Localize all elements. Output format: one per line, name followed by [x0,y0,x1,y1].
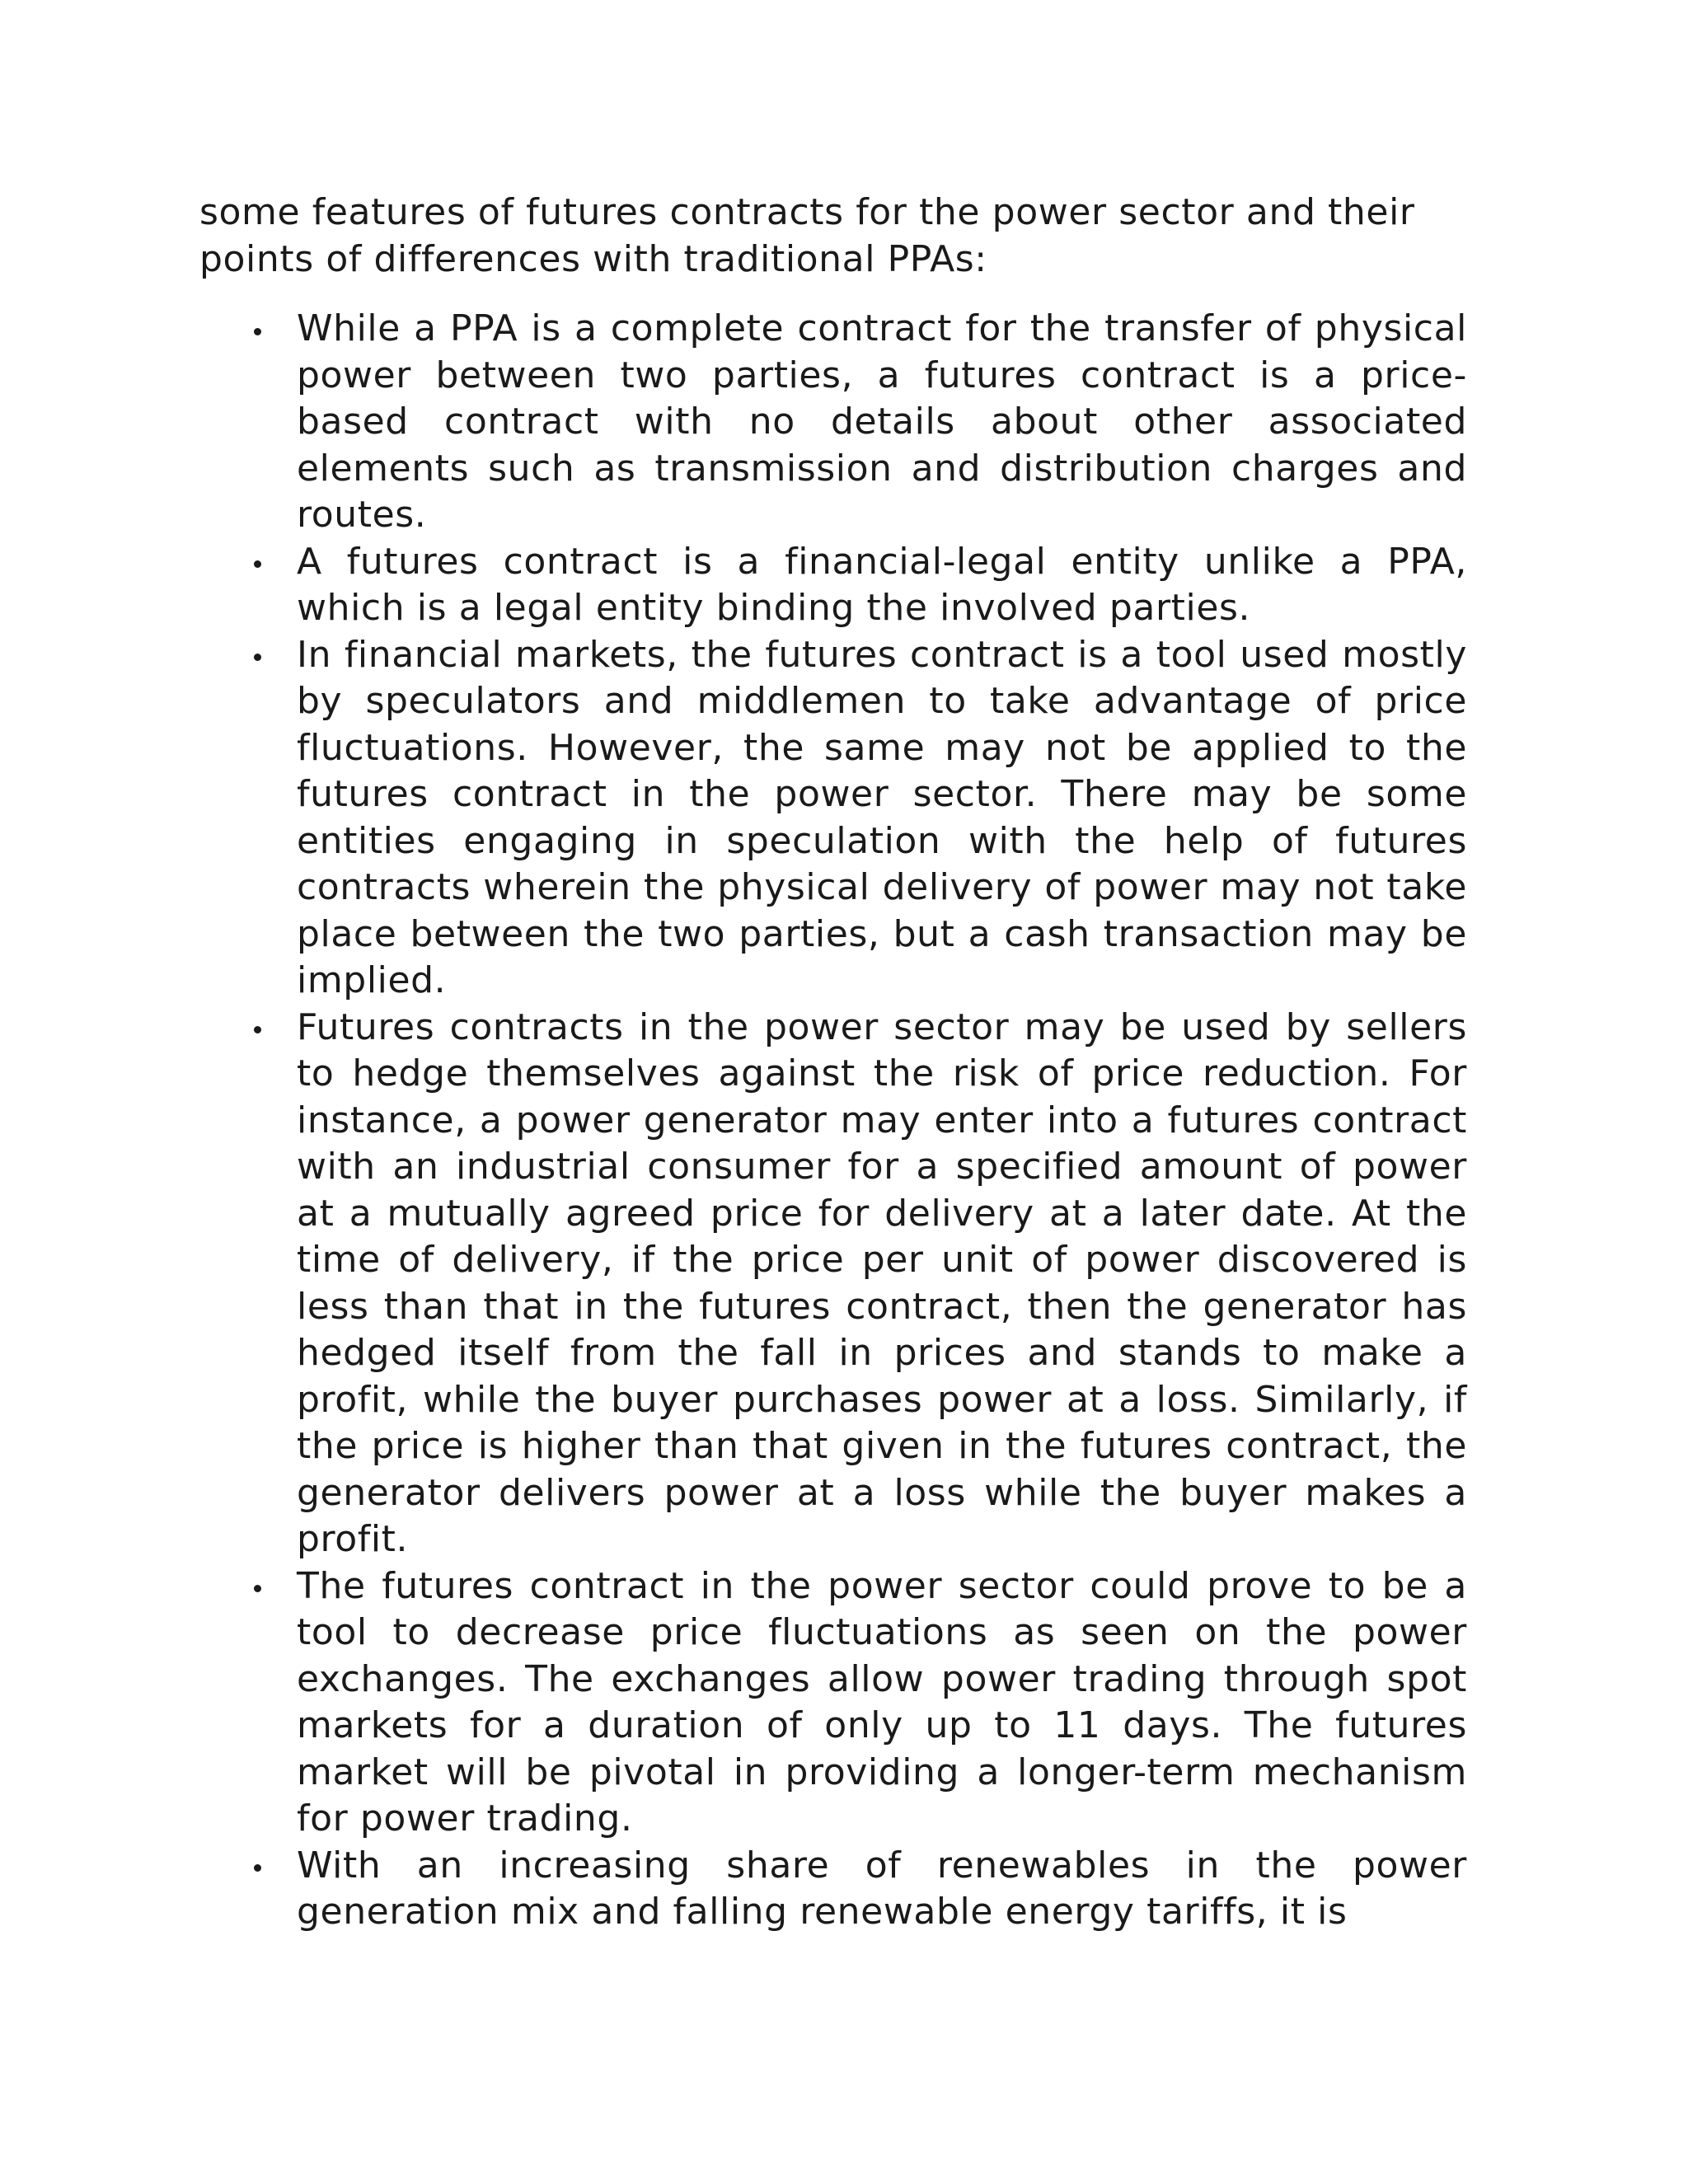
bullet-item [199,1005,1467,1563]
bullet-item [199,1563,1467,1843]
bullet-icon [249,632,265,679]
bullet-list [199,306,1467,1936]
bullet-text: A futures contract is a financial-legal entity unlike a PPA, which is a legal entity binding the involved parties. [297,540,1467,629]
bullet-item [199,632,1467,1005]
bullet-item [199,539,1467,632]
bullet-text: With an increasing share of renewables in the power generation mix and falling renewable energy tariffs, it is [297,1844,1467,1933]
bullet-text: Futures contracts in the power sector may be used by sellers to hedge themselves against the risk of price reduction. For instance, a power generator may enter into a futures contract with an industrial consumer for a specified amount of power at a mutually agreed price for delivery at a later date. At the time of delivery, if the price per unit of power discovered is less than that in the futures contract, then the generator has hedged itself from the fall in prices and stands to make a profit, while the buyer purchases power at a loss. Similarly, if the price is higher than that given in the futures contract, the generator delivers power at a loss while the buyer makes a profit. [297,1005,1467,1560]
bullet-text: While a PPA is a complete contract for the transfer of physical power between two parties, a futures contract is a price-based contract with no details about other associated elements such as transmission and distribution charges and routes. [297,307,1467,536]
bullet-text: In financial markets, the futures contract is a tool used mostly by speculators and middlemen to take advantage of price fluctuations. However, the same may not be applied to the futures contract in the power sector. There may be some entities engaging in speculation with the help of futures contracts wherein the physical delivery of power may not take place between the two parties, but a cash transaction may be implied. [297,633,1467,1001]
bullet-item [199,1843,1467,1936]
bullet-icon [249,1563,265,1610]
intro-paragraph: some features of futures contracts for the power sector and their points of differences with traditional PPAs: [199,191,1415,280]
bullet-text: The futures contract in the power sector could prove to be a tool to decrease price fluctuations as seen on the power exchanges. The exchanges allow power trading through spot markets for a duration of only up to 11 days. The futures market will be pivotal in providing a longer-term mechanism for power trading. [297,1564,1467,1840]
bullet-icon [249,306,265,353]
bullet-item [199,306,1467,539]
bullet-icon [249,539,265,586]
bullet-icon [249,1843,265,1890]
bullet-icon [249,1005,265,1052]
document-body [199,190,1467,1936]
